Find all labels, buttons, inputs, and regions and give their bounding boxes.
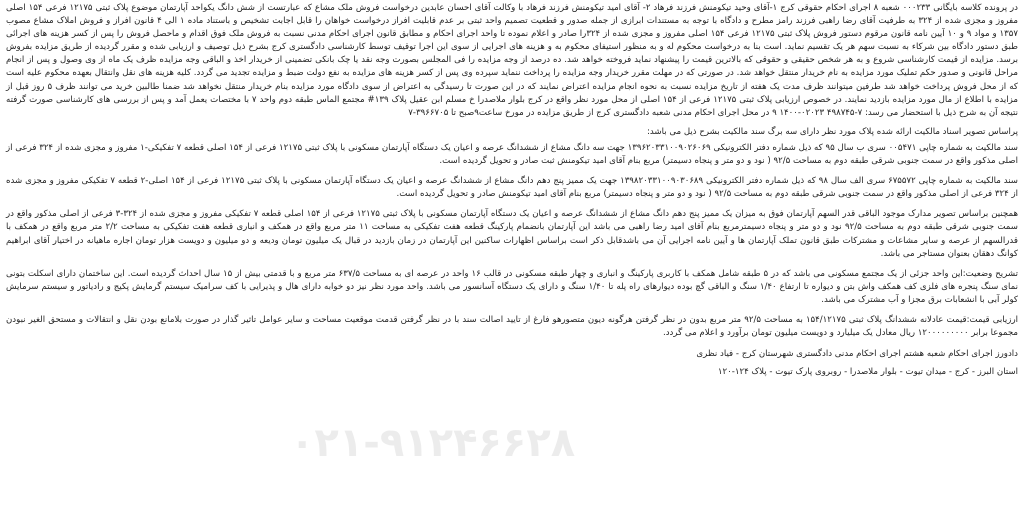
court-auction-notice <box>6 2 1018 383</box>
notice-intro-paragraph: در پرونده کلاسه بایگانی ۰۰۰۲۳۳ شعبه ۸ اجرای احکام حقوقی کرج ۱-آقای وحید تیکومنش فرزند فرهاد ۲- آقای امید تیکومنش فرزند فرهاد با وکالت آقای احسان عابدین درخواست فروش ملک مشاع که عبارتست از شش دانگ یکواحد آپارتمان موضوع پلاک ثبتی ۱۲۱۷۵ فرعی ۱۵۴ اصلی مفروز و مجزی شده از ۳۲۴ به طرفیت آقای رضا راهبی فرزند رامز مطرح و دادگاه با توجه به مستندات ابرازی از جمله صدور و قطعیت تصمیم واحد ثبتی بر عدم قابلیت افراز درخواست خواهان را قابل اجابت تشخیص و باستناد ماده ۱ الی ۴ قانون افراز و فروش املاک مشاع مصوب ۱۳۵۷ و مواد ۹ و ۱۰ آیین نامه قانون مرقوم دستور فروش پلاک ثبتی ۱۲۱۷۵ فرعی ۱۵۴ اصلی مفروز و مجزی شده از ۳۲۴را صادر و اعلام نموده تا واحد اجرای احکام و مطابق قانون اجرای احکام مدنی نسبت به فروش ملک فوق اقدام و ماحصل فروش را پس از کسر هزینه های اجرائی طبق دستور دادگاه بین شرکاء به نسبت سهم هر یک تقسیم نماید. است بنا به درخواست محکوم له و به منظور استیفای محکوم به و هزینه های اجرایی از سوی این اجرا توقیف توسط کارشناسی دادگستری کرج بشرح ذیل توصیف و ارزیابی شده و مقرر گردیده از طریق مزایده بفروش برسد. مزایده از قیمت کارشناسی شروع و به هر شخص حقیقی و حقوقی که بالاترین قیمت را پیشنهاد نماید فروخته خواهد شد. ده درصد از وجه مزایده را فی المجلس بصورت وجه نقد یا چک بانکی تضمینی از خریدار اخذ و الباقی وجه مزایده ظرف یک ماه از وی وصول و پس از انجام مراحل قانونی و صدور حکم تملیک مورد مزایده به نام خریدار منتقل خواهد شد. در صورتی که در مهلت مقرر خریدار وجه مزایده را پرداخت ننماید سپرده وی پس از کسر هزینه های مزایده به نفع دولت ضبط و مزایده تجدید می گردد. کلیه هزینه های نقل وانتقال بعهده محکوم علیه است که از محل فروش پرداخت خواهد شد طرفین میتوانند ظرف مدت یک هفته از تاریخ مزایده نسبت به نحوه انجام مزایده اعتراض نمایند که در این صورت تا رسیدگی به اعتراض از سوی دادگاه مورد مزایده بنام خریدار منتقل نخواهد شد ضمنا طالبین خرید می توانند ظرف ۵ روز قبل از مزایده با اطلاع از مال مورد مزایده بازدید نمایند. در خصوص ارزیابی پلاک ثبتی ۱۲۱۷۵ فرعی از ۱۵۴ اصلی از محل مورد نظر واقع در کرج بلوار ملاصدرا خ مسلم ابن عقیل پلاک ۱۳۹# مجتمع الماس طبقه دوم واحد ۷ با مختصات یعمل آمد و پس از بررسی های کارشناسی صورت گرفته نتیجه آن به شرح ذیل با استحضار می رسد: ۷-۴۹۸۷۴۵ ۰۲۰۲۳-۱۴۰۰ ۹ در محل اجرای احکام مدنی شعبه دادگستری کرج از طریق مزایده در مورخ ساعت۹صبح تا ۳۹۶۶۷۰۵-۷ <box>6 3 1019 118</box>
address-line: استان البرز - کرج - میدان تیوت - بلوار ملاصدرا - روبروی پارک تیوت - پلاک ۱۲۴-۱۲۰ <box>717 367 1018 378</box>
deed-1-paragraph: سند مالکیت به شماره چاپی ۰۰۵۴۷۱ سری ب سال ۹۵ که ذیل شماره دفتر الکترونیکی ۱۳۹۶۲۰۳۳۱۰۰۹۰۲۶۰۶۹ جهت سه دانگ مشاع از ششدانگ عرصه و اعیان یک دستگاه آپارتمان مسکونی با پلاک ثبتی ۱۲۱۷۵ فرعی از ۱۵۴ اصلی قطعه ۷ تفکیکی-۱ مفروز و مجزی شده از ۳۲۴ فرعی از اصلی مذکور واقع در سمت جنوبی شرقی طبقه دوم به مساحت ۹۲/۵ ( نود و دو متر و پنجاه دسیمتر) مربع بنام آقای امید تیکومنش ثبت صادر و تحویل گردیده است. <box>6 142 1018 167</box>
phone-watermark: ۰۲۱-۹۱۲۴۶۶۲۸ <box>290 420 576 466</box>
valuation-paragraph: ارزیابی قیمت:قیمت عادلانه ششدانگ پلاک ثبتی ۱۵۴/۱۲۱۷۵ به مساحت ۹۲/۵ متر مربع بدون در نظر گرفتن هرگونه دیون متصورهو فارغ از تایید اصالت سند با در نظر گرفتن قدمت موقعیت مساحت و سایر عوامل تاثیر گذار در صورت بلامانع بودن نقل و انتقالات و مستحق الغیر نبودن مجموعا برابر ۱۲۰۰۰۰۰۰۰۰۰ ریال معادل یک میلیارد و دویست میلیون تومان برآورد و اعلام می گردد. <box>6 314 1018 339</box>
deed-2-paragraph: سند مالکیت به شماره چاپی ۶۷۵۵۷۲ سری الف سال ۹۸ که ذیل شماره دفتر الکترونیکی ۱۳۹۸۲۰۳۳۱۰۰۹۰۳۰۶۸۹ جهت یک ممیز پنج دهم دانگ مشاع از ششدانگ عرصه و اعیان یک دستگاه آپارتمان مسکونی با پلاک ثبتی ۱۲۱۷۵ فرعی از ۱۵۴ اصلی-۲ قطعه ۷ تفکیکی مفروز و مجزی شده از ۳۲۴ فرعی از اصلی مذکور واقع در سمت جنوبی شرقی طبقه دوم به مساحت ۹۲/۵ ( نود و دو متر و پنجاه دسیمتر) مربع بنام آقای امید تیکومنش صادر و تحویل گردیده است. <box>6 176 1019 200</box>
property-description-paragraph: تشریح وضعیت:این واحد جزئی از یک مجتمع مسکونی می باشد که در ۵ طبقه شامل همکف با کاربری پارکینگ و انباری و چهار طبقه مسکونی در قالب ۱۶ واحد در عرصه ای به مساحت ۶۳۷/۵ متر مربع و با قدمتی بیش از ۱۵ سال احداث گردیده است. این ساختمان دارای اسکلت بتونی نمای سنگ پنجره های فلزی کف همکف واش بتن و دیواره تا ارتفاع ۱/۴۰ سنگ و الباقی گچ بوده دیوارهای راه پله تا ۱/۴۰ سنگ و دارای یک دستگاه آسانسور می باشد. واحد مورد نظر نیز دو خوابه دارای هال و پذیرایی با کف سرامیک سیستم گرمایش پکیج و رادیاتور و سیستم سرمایش کولر آبی با انشعابات برق مجزا و آب مشترک می باشد. <box>6 268 1018 305</box>
deed-3-paragraph: همچنین براساس تصویر مدارک موجود الباقی قدر السهم آپارتمان فوق به میزان یک ممیز پنج دهم دانگ مشاع از ششدانگ عرصه و اعیان یک دستگاه آپارتمان مسکونی با پلاک ثبتی ۱۲۱۷۵ فرعی از ۱۵۴ اصلی قطعه ۷ تفکیکی مفروز و مجزی شده از ۳۲۴-۳ فرعی از اصلی مذکور واقع در سمت جنوبی شرقی طبقه دوم به مساحت ۹۲/۵ نود و دو متر و پنجاه دسیمترمربع بنام آقای امید رضا راهبی می باشد این آپارتمان بانضمام پارکینگ قطعه هفت تفکیکی به مساحت ۱۱ متر مربع واقع در همکف و انباری قطعه هفت تفکیکی به مساحت ۲/۲ متر مربع واقع در همکف با قدرالسهم از عرصه و سایر مشاعات و مشترکات طبق قانون تملک آپارتمان ها و آیین نامه اجرایی آن می باشدقابل ذکر است براساس اظهارات ساکنین این آپارتمان در زمان بازدید در قبال یک میلیون تومان ودیعه و دو میلیون و دویست هزار تومان اجاره ماهیانه در اختیار آقای ابراهیم کوانگ دهقان بعنوان مستاجر می باشد. <box>6 209 1018 259</box>
ownership-intro-line: پراساس تصویر اسناد مالکیت ارائه شده پلاک مورد نظر دارای سه برگ سند مالکیت بشرح ذیل می باشد: <box>647 126 1018 137</box>
signature-line: دادورز اجرای احکام شعبه هشتم اجرای احکام مدنی دادگستری شهرستان کرج - فیاد نظری <box>696 349 1018 360</box>
